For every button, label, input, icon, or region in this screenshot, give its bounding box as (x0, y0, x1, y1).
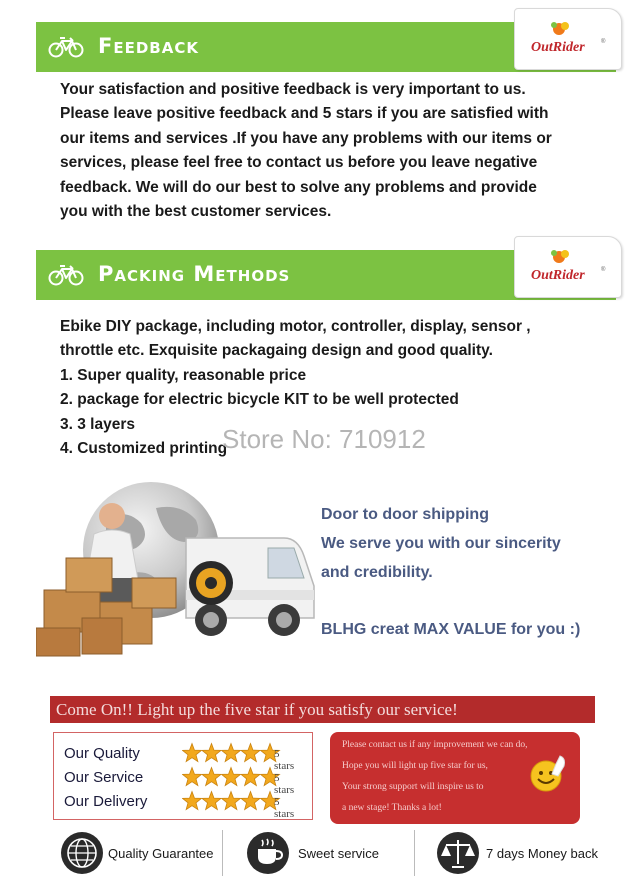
packing-line: 4. Customized printing (60, 440, 228, 458)
star-icon (202, 768, 221, 786)
star-icon (221, 744, 240, 762)
star-icon (221, 792, 240, 810)
rating-count: 5 stars (274, 796, 295, 820)
feedback-banner (36, 22, 616, 72)
brand-tab (514, 236, 622, 298)
star-icon (182, 768, 201, 786)
coffee-cup-icon (246, 831, 290, 875)
star-icon (182, 744, 201, 762)
contact-note (330, 732, 580, 824)
scales-icon (436, 831, 480, 875)
five-star-banner: Come On!! Light up the five star if you satisfy our service! (50, 696, 595, 723)
outrider-logo (521, 17, 611, 61)
packing-line: Ebike DIY package, including motor, controller, display, sensor , (60, 318, 531, 335)
packing-title: Packing Methods (98, 262, 291, 286)
packing-line: 2. package for electric bicycle KIT to be well protected (60, 391, 459, 409)
note-line: a new stage! Thanks a lot! (342, 803, 442, 813)
star-icon (182, 792, 201, 810)
shipping-line-3: and credibility. (321, 564, 433, 581)
feedback-line: you with the best customer services. (60, 203, 332, 221)
packing-line: 3. 3 layers (60, 415, 135, 433)
guarantee-row (0, 826, 640, 882)
note-line: Please contact us if any improvement we can do, (342, 740, 528, 750)
divider (222, 830, 223, 876)
feedback-line: Your satisfaction and positive feedback is very important to us. (60, 81, 526, 98)
feedback-line: our items and services .If you have any problems with our items or (60, 129, 552, 147)
guarantee-label: Sweet service (298, 846, 379, 861)
logo-text: OutRider (531, 268, 585, 283)
shipping-illustration (36, 478, 318, 658)
note-line: Hope you will light up five star for us, (342, 761, 488, 771)
registered-mark: ® (601, 39, 606, 45)
note-line: Your strong support will inspire us to (342, 782, 484, 792)
guarantee-label: Quality Guarantee (108, 846, 214, 861)
store-watermark: Store No: 710912 (222, 424, 426, 454)
ratings-box (53, 732, 313, 820)
packing-line: throttle etc. Exquisite packagaing design and good quality. (60, 342, 493, 360)
feedback-line: Please leave positive feedback and 5 stars if you are satisfied with (60, 105, 549, 123)
thumbs-up-smiley-icon (526, 752, 570, 796)
star-icon (202, 792, 221, 810)
star-icon (241, 744, 260, 762)
feedback-line: feedback. We will do our best to solve any problems and provide (60, 178, 537, 196)
star-icon (241, 768, 260, 786)
rating-count: 5 stars (274, 748, 295, 772)
star-icon (202, 744, 221, 762)
five-stars-icon (182, 790, 286, 812)
star-icon (221, 768, 240, 786)
five-stars-icon (182, 766, 286, 788)
globe-icon (60, 831, 104, 875)
feedback-line: services, please feel free to contact us before you leave negative (60, 154, 538, 172)
packing-banner (36, 250, 616, 300)
star-icon (241, 792, 260, 810)
shipping-line-1: Door to door shipping (321, 506, 489, 523)
five-stars-icon (182, 742, 286, 764)
rating-label: Our Quality (64, 745, 140, 762)
rating-label: Our Delivery (64, 793, 148, 810)
feedback-text (60, 78, 588, 224)
feedback-title: Feedback (98, 34, 199, 58)
shipping-text (321, 500, 580, 644)
brand-tab (514, 8, 622, 70)
registered-mark: ® (601, 267, 606, 273)
rating-count: 5 stars (274, 772, 295, 796)
shipping-line-2: We serve you with our sincerity (321, 535, 561, 552)
bicycle-icon (48, 35, 84, 59)
bicycle-icon (48, 263, 84, 287)
outrider-logo (521, 245, 611, 289)
packing-line: 1. Super quality, reasonable price (60, 366, 307, 384)
logo-text: OutRider (531, 40, 585, 55)
rating-label: Our Service (64, 769, 144, 786)
divider (414, 830, 415, 876)
guarantee-label: 7 days Money back (486, 846, 599, 861)
shipping-line-4: BLHG creat MAX VALUE for you :) (321, 621, 581, 638)
